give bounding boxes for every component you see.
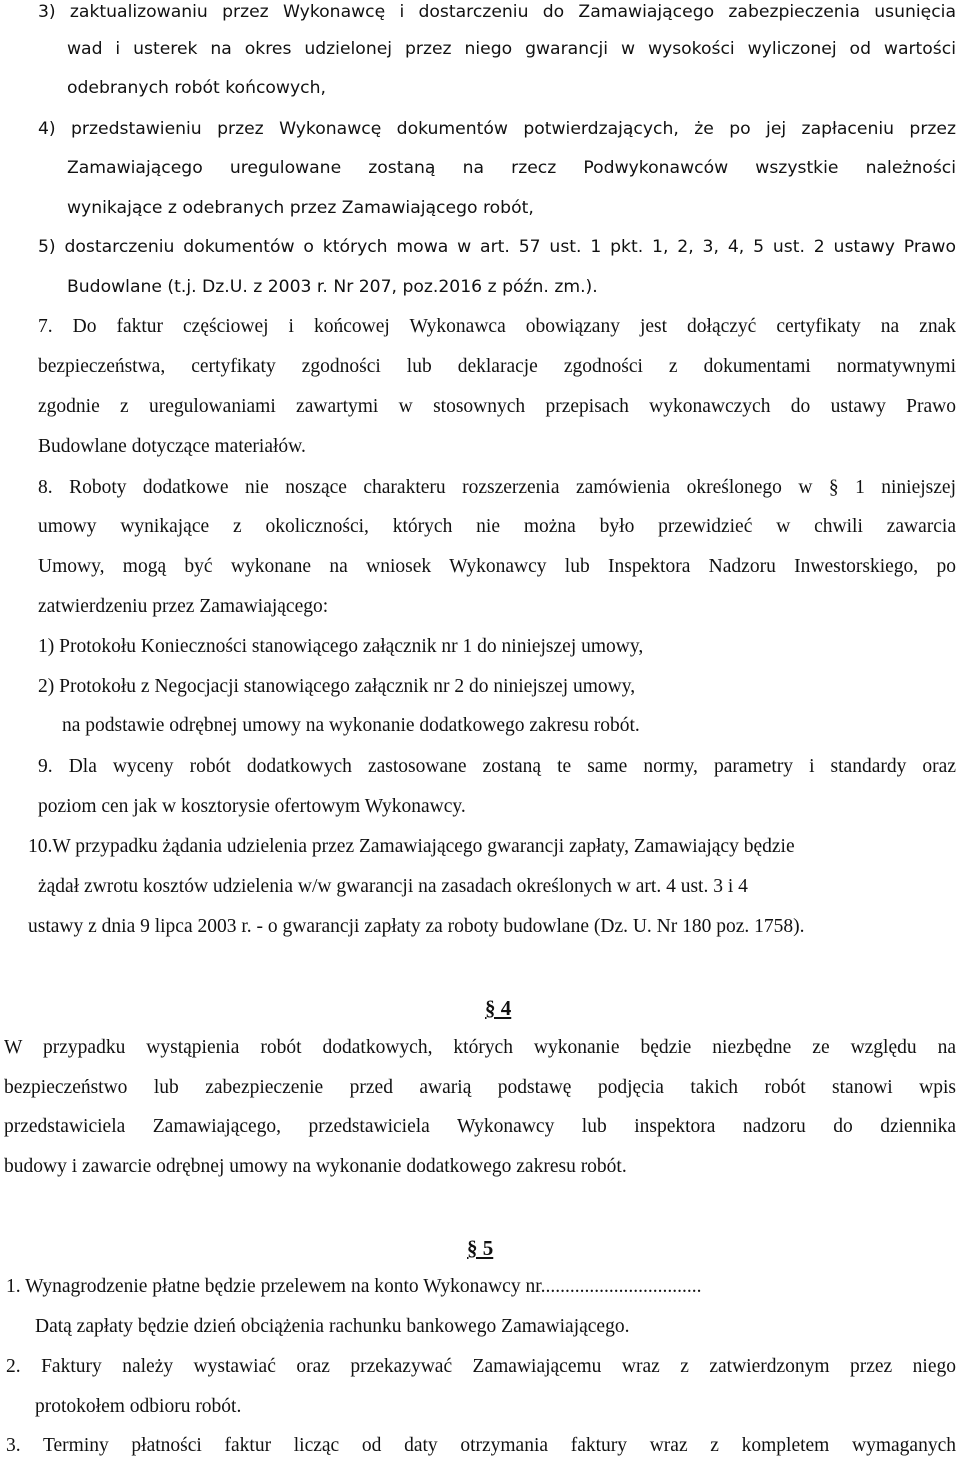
- point-8-line-4: zatwierdzeniu przez Zamawiającego:: [38, 596, 329, 617]
- point-7-line-2: bezpieczeństwa, certyfikaty zgodności lub deklaracje zgodności z dokumentami normatywnymi: [38, 356, 956, 377]
- section-4-line-4: budowy i zawarcie odrębnej umowy na wykonanie dodatkowego zakresu robót.: [4, 1156, 627, 1177]
- section-5-item-3: 3. Terminy płatności faktur licząc od daty otrzymania faktury wraz z kompletem wymaganych: [6, 1435, 956, 1456]
- point-8-subitem-1: 1) Protokołu Konieczności stanowiącego załącznik nr 1 do niniejszej umowy,: [38, 636, 644, 657]
- point-8-line-2: umowy wynikające z okoliczności, których nie można było przewidzieć w chwili zawarcia: [38, 516, 956, 537]
- section-4-line-1: W przypadku wystąpienia robót dodatkowych, których wykonanie będzie niezbędne ze względu na: [4, 1037, 956, 1058]
- point-10-line-2: żądał zwrotu kosztów udzielenia w/w gwarancji na zasadach określonych w art. 4 ust. 3 i 4: [38, 876, 748, 897]
- point-8-line-3: Umowy, mogą być wykonane na wniosek Wykonawcy lub Inspektora Nadzoru Inwestorskiego, po: [38, 556, 956, 577]
- item-3-line-1: 3) zaktualizowaniu przez Wykonawcę i dostarczeniu do Zamawiającego zabezpieczenia usunięcia: [38, 2, 956, 22]
- point-10-line-3: ustawy z dnia 9 lipca 2003 r. - o gwarancji zapłaty za roboty budowlane (Dz. U. Nr 180 poz. 1758).: [28, 916, 805, 937]
- item-3-line-3: odebranych robót końcowych,: [67, 78, 326, 98]
- point-7-line-4: Budowlane dotyczące materiałów.: [38, 436, 306, 457]
- point-7-line-1: 7. Do faktur częściowej i końcowej Wykonawca obowiązany jest dołączyć certyfikaty na znak: [38, 316, 956, 337]
- section-4-line-2: bezpieczeństwo lub zabezpieczenie przed awarią podstawę podjęcia takich robót stanowi wpis: [4, 1077, 956, 1098]
- point-7-line-3: zgodnie z uregulowaniami zawartymi w stosownych przepisach wykonawczych do ustawy Prawo: [38, 396, 956, 417]
- section-5-item-2: 2. Faktury należy wystawiać oraz przekazywać Zamawiającemu wraz z zatwierdzonym przez niego: [6, 1356, 956, 1377]
- item-4-line-3: wynikające z odebranych przez Zamawiającego robót,: [67, 198, 534, 218]
- section-5-heading: § 5: [467, 1236, 494, 1260]
- item-4-line-1: 4) przedstawieniu przez Wykonawcę dokumentów potwierdzających, że po jej zapłaceniu przez: [38, 119, 956, 139]
- item-4-line-2: Zamawiającego uregulowane zostaną na rzecz Podwykonawców wszystkie należności: [67, 158, 956, 178]
- point-8-line-1: 8. Roboty dodatkowe nie noszące charakteru rozszerzenia zamówienia określonego w § 1 niniejszej: [38, 477, 956, 498]
- point-9-line-2: poziom cen jak w kosztorysie ofertowym Wykonawcy.: [38, 796, 466, 817]
- item-3-line-2: wad i usterek na okres udzielonej przez niego gwarancji w wysokości wyliczonej od wartości: [67, 39, 956, 59]
- section-4-line-3: przedstawiciela Zamawiającego, przedstawiciela Wykonawcy lub inspektora nadzoru do dziennika: [4, 1116, 956, 1137]
- section-5-item-1: 1. Wynagrodzenie płatne będzie przelewem na konto Wykonawcy nr.................................: [6, 1276, 702, 1297]
- point-8-subitem-2: 2) Protokołu z Negocjacji stanowiącego załącznik nr 2 do niniejszej umowy,: [38, 676, 636, 697]
- section-5-item-2-line-2: protokołem odbioru robót.: [35, 1396, 242, 1417]
- item-5-line-2: Budowlane (t.j. Dz.U. z 2003 r. Nr 207, poz.2016 z późn. zm.).: [67, 277, 598, 297]
- point-8-line-7: na podstawie odrębnej umowy na wykonanie dodatkowego zakresu robót.: [62, 715, 640, 736]
- point-9-line-1: 9. Dla wyceny robót dodatkowych zastosowane zostaną te same normy, parametry i standardy oraz: [38, 756, 956, 777]
- item-5-line-1: 5) dostarczeniu dokumentów o których mowa w art. 57 ust. 1 pkt. 1, 2, 3, 4, 5 ust. 2 ustawy Prawo: [38, 237, 956, 257]
- section-4-heading: § 4: [485, 996, 512, 1020]
- point-10-line-1: 10.W przypadku żądania udzielenia przez Zamawiającego gwarancji zapłaty, Zamawiający będzie: [28, 836, 795, 857]
- section-5-item-1-line-2: Datą zapłaty będzie dzień obciążenia rachunku bankowego Zamawiającego.: [35, 1316, 630, 1337]
